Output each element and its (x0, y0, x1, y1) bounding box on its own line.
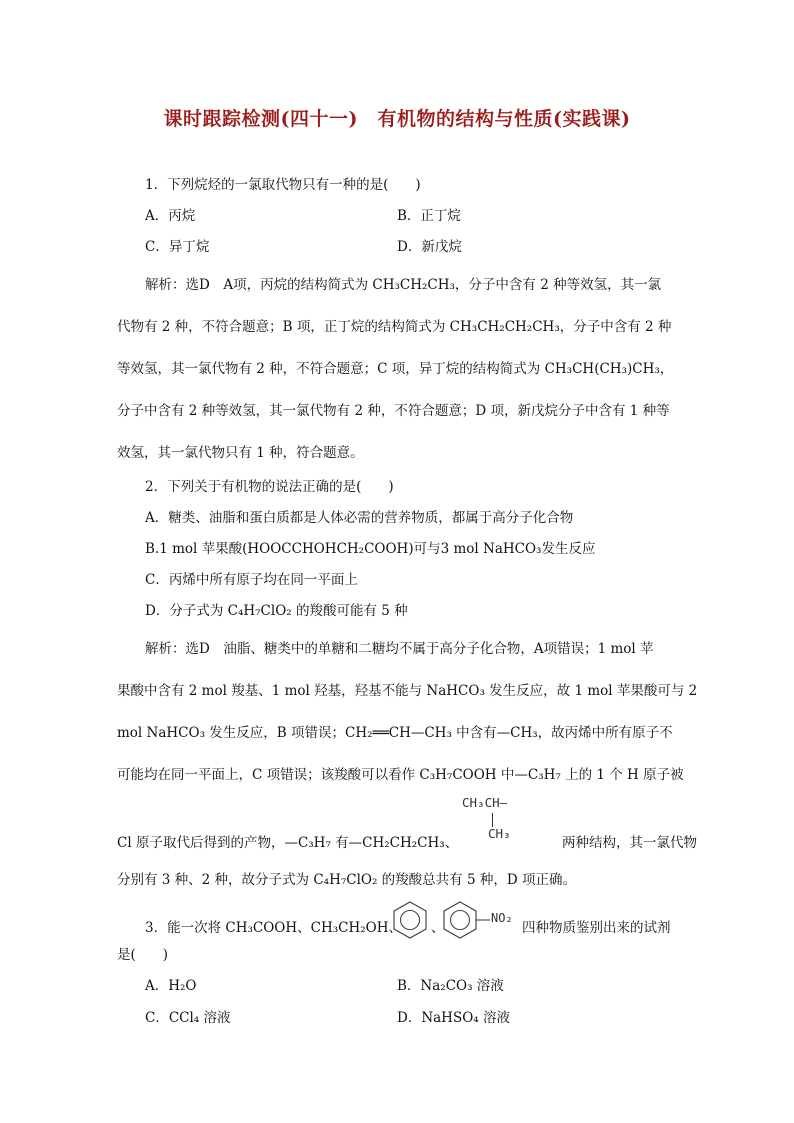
question-2-stem: 2．下列关于有机物的说法正确的是( ) (145, 479, 394, 495)
question-1-stem: 1．下列烷烃的一氯取代物只有一种的是( ) (145, 177, 421, 193)
q1-option-b: B．正丁烷 (397, 208, 461, 224)
nitrobenzene-ring-outline (444, 902, 476, 938)
struct-bottom-text: CH₃ (488, 826, 511, 841)
q2-analysis-line-6: 分别有 3 种、2 种，故分子式为 C₄H₇ClO₂ 的羧酸总共有 5 种，D 项正确。 (117, 872, 576, 888)
q1-analysis-line-1: 解析：选D A项，丙烷的结构简式为 CH₃CH₂CH₃，分子中含有 2 种等效氢，其一氯 (145, 277, 662, 293)
page-title: 课时跟踪检测(四十一) 有机物的结构与性质(实践课) (163, 108, 631, 130)
question-3-stem-part-b: 四种物质鉴别出来的试剂 (522, 920, 671, 936)
question-3-stem-part-a: 3．能一次将 CH₃COOH、CH₃CH₂OH、 (145, 920, 403, 936)
q2-option-a: A．糖类、油脂和蛋白质都是人体必需的营养物质，都属于高分子化合物 (145, 510, 574, 526)
q1-analysis-line-5: 效氢，其一氯代物只有 1 种，符合题意。 (117, 445, 364, 461)
q3-option-a: A．H₂O (145, 978, 197, 994)
nitrobenzene-ring-structure (441, 899, 491, 939)
q2-option-d: D．分子式为 C₄H₇ClO₂ 的羧酸可能有 5 种 (145, 603, 408, 619)
q1-analysis-line-3: 等效氢，其一氯代物有 2 种，不符合题意；C 项，异丁烷的结构简式为 CH₃CH(CH₃)CH₃， (117, 361, 674, 377)
q2-analysis-line-3: mol NaHCO₃ 发生反应，B 项错误；CH₂══CH—CH₃ 中含有—CH₃，故丙烯中所有原子不 (117, 725, 673, 741)
q1-option-c: C．异丁烷 (145, 239, 210, 255)
q2-analysis-line-5a: Cl 原子取代后得到的产物，—C₃H₇ 有—CH₂CH₂CH₃、 (117, 835, 459, 851)
nitrobenzene-ring-inner-circle (451, 911, 470, 930)
nitro-group-label: NO₂ (491, 911, 513, 925)
q3-option-c: C．CCl₄ 溶液 (145, 1010, 231, 1026)
q3-stem-separator: 、 (431, 920, 445, 936)
struct-bond-line (492, 813, 493, 827)
q1-analysis-line-4: 分子中含有 2 种等效氢，其一氯代物有 2 种，不符合题意；D 项，新戊烷分子中含有 1 种等 (117, 403, 670, 419)
q2-analysis-line-2: 果酸中含有 2 mol 羧基、1 mol 羟基，羟基不能与 NaHCO₃ 发生反应，故 1 mol 苹果酸可与 2 (117, 683, 698, 699)
benzene-ring-outline (394, 902, 426, 938)
q3-option-d: D．NaHSO₄ 溶液 (397, 1010, 510, 1026)
q2-analysis-line-1: 解析：选D 油脂、糖类中的单糖和二糖均不属于高分子化合物，A项错误；1 mol 苹 (145, 641, 654, 657)
q1-analysis-line-2: 代物有 2 种，不符合题意；B 项，正丁烷的结构简式为 CH₃CH₂CH₂CH₃，分子中含有 2 种 (117, 319, 672, 335)
q2-option-c: C．丙烯中所有原子均在同一平面上 (145, 572, 358, 588)
q1-option-d: D．新戊烷 (397, 239, 462, 255)
q2-analysis-line-5b: 两种结构，其一氯代物 (562, 835, 697, 851)
question-3-stem-part-c: 是( ) (117, 947, 169, 963)
q2-analysis-line-4: 可能均在同一平面上，C 项错误；该羧酸可以看作 C₃H₇COOH 中—C₃H₇ 上的 1 个 H 原子被 (117, 767, 684, 783)
benzene-ring-structure (391, 899, 429, 939)
benzene-ring-inner-circle (401, 911, 420, 930)
q3-option-b: B．Na₂CO₃ 溶液 (397, 978, 504, 994)
q2-option-b: B.1 mol 苹果酸(HOOCCHOHCH₂COOH)可与3 mol NaHCO₃发生反应 (145, 541, 596, 557)
struct-top-text: CH₃CH— (462, 795, 508, 810)
q1-option-a: A．丙烷 (145, 208, 196, 224)
isopropyl-structure (462, 795, 552, 847)
